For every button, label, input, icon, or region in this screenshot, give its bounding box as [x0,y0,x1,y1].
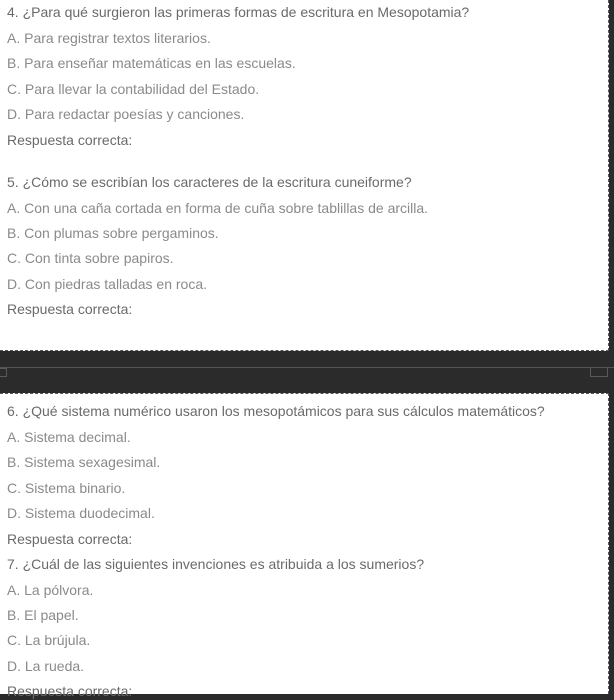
question-7-option-b: B. El papel. [7,607,79,623]
question-4-option-a: A. Para registrar textos literarios. [7,30,211,46]
question-4-option-d: D. Para redactar poesías y canciones. [7,106,245,122]
document-page-2 [0,393,609,699]
question-5-option-c: C. Con tinta sobre papiros. [7,250,174,266]
question-6-option-b: B. Sistema sexagesimal. [7,454,161,470]
page-separator-line [0,367,614,368]
question-7-answer-label: Respuesta correcta: [7,683,133,699]
question-6-option-c: C. Sistema binario. [7,480,126,496]
question-4-option-c: C. Para llevar la contabilidad del Estado. [7,81,260,97]
question-6-option-d: D. Sistema duodecimal. [7,505,155,521]
document-page-1 [0,0,609,351]
question-6-answer-label: Respuesta correcta: [7,531,133,547]
question-5-option-d: D. Con piedras talladas en roca. [7,276,207,292]
question-6-text: 6. ¿Qué sistema numérico usaron los mesopotámicos para sus cálculos matemáticos? [7,403,545,419]
question-7-option-d: D. La rueda. [7,658,85,674]
page-break-handle-right[interactable] [590,368,608,377]
question-4-answer-label: Respuesta correcta: [7,132,133,148]
question-4-text: 4. ¿Para qué surgieron las primeras formas de escritura en Mesopotamia? [7,4,470,20]
question-4-option-b: B. Para enseñar matemáticas en las escuelas. [7,55,296,71]
question-5-text: 5. ¿Cómo se escribían los caracteres de la escritura cuneiforme? [7,174,412,190]
question-7-text: 7. ¿Cuál de las siguientes invenciones es atribuida a los sumerios? [7,556,425,572]
question-6-option-a: A. Sistema decimal. [7,429,131,445]
question-5-option-b: B. Con plumas sobre pergaminos. [7,225,219,241]
question-7-option-a: A. La pólvora. [7,582,94,598]
question-5-option-a: A. Con una caña cortada en forma de cuña sobre tablillas de arcilla. [7,200,429,216]
page-separator [0,351,614,392]
page-break-handle-left[interactable] [0,368,7,377]
question-7-option-c: C. La brújula. [7,632,91,648]
question-5-answer-label: Respuesta correcta: [7,301,133,317]
